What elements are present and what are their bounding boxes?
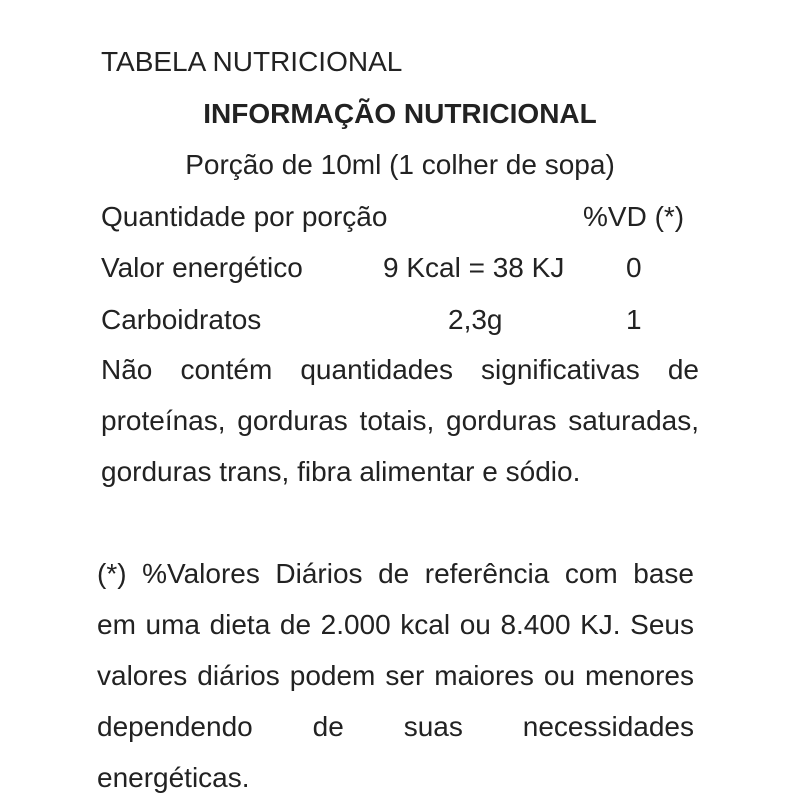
- serving-size: Porção de 10ml (1 colher de sopa): [185, 149, 615, 180]
- daily-values-footnote: [97, 548, 694, 803]
- table-header-row: [101, 199, 701, 239]
- label-subheading: INFORMAÇÃO NUTRICIONAL: [203, 98, 597, 129]
- nutrient-name: Valor energético: [101, 252, 303, 283]
- nutrient-amount: 9 Kcal = 38 KJ: [383, 252, 565, 283]
- table-row: [101, 302, 701, 342]
- footnote-text: (*) %Valores Diários de referência com base em uma dieta de 2.000 kcal ou 8.400 KJ. Seus valores diários podem ser maiores ou menores dependendo de suas necessidades energéticas.: [97, 558, 694, 793]
- nutrient-name: Carboidratos: [101, 304, 262, 335]
- nutrient-amount: 2,3g: [448, 304, 503, 335]
- quantity-header: Quantidade por porção: [101, 201, 388, 232]
- vd-header: %VD (*): [583, 201, 685, 232]
- label-heading: TABELA NUTRICIONAL: [101, 46, 403, 77]
- table-row: [101, 250, 701, 290]
- not-contains-text: Não contém quantidades significativas de proteínas, gorduras totais, gorduras saturadas, gorduras trans, fibra alimentar e sódio.: [101, 354, 699, 487]
- nutrient-vd: 1: [626, 304, 642, 335]
- not-contains-notice: [101, 344, 699, 497]
- nutrient-vd: 0: [626, 252, 642, 283]
